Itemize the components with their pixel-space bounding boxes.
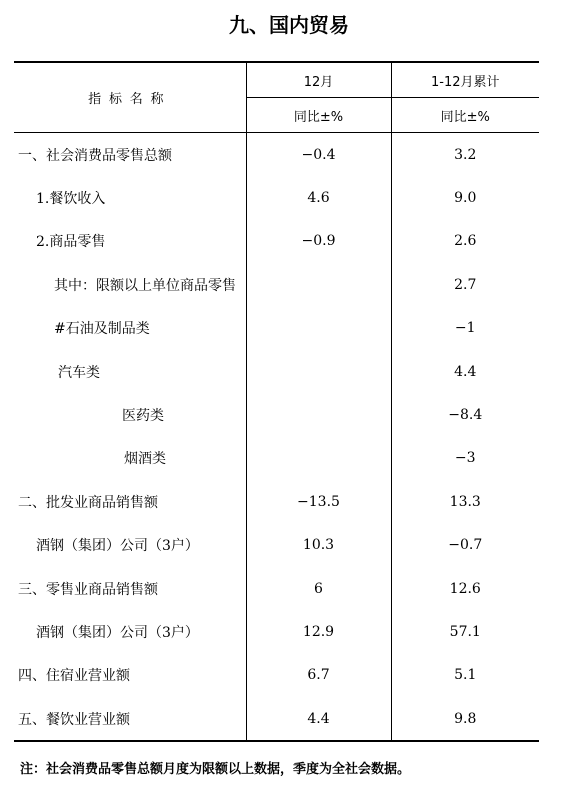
table-row	[14, 307, 539, 350]
row-value-december: −0.9	[246, 220, 391, 263]
row-label: 二、批发业商品销售额	[18, 494, 158, 511]
row-value-december	[246, 437, 391, 480]
header-indicator-name: 指标名称	[14, 62, 246, 133]
table-row	[14, 176, 539, 219]
row-value-december	[246, 350, 391, 393]
header-yoy-december: 同比±%	[246, 98, 391, 133]
row-value-cumulative: 3.2	[391, 133, 539, 177]
row-label: 酒钢（集团）公司（3户）	[36, 624, 199, 641]
table-row	[14, 133, 539, 177]
page-title: 九、国内贸易	[229, 13, 349, 37]
row-value-cumulative: 2.7	[391, 263, 539, 306]
row-label: 1.餐饮收入	[36, 191, 106, 208]
row-value-cumulative: −3	[391, 437, 539, 480]
table-row	[14, 263, 539, 306]
row-value-cumulative: 9.8	[391, 697, 539, 741]
row-label: 2.商品零售	[36, 234, 106, 251]
row-value-cumulative: 9.0	[391, 176, 539, 219]
row-value-december: 6	[246, 567, 391, 610]
row-value-cumulative: −1	[391, 307, 539, 350]
row-value-december: −0.4	[246, 133, 391, 177]
row-value-december: 4.6	[246, 176, 391, 219]
row-label: 五、餐饮业营业额	[14, 697, 246, 741]
row-value-cumulative: −8.4	[391, 393, 539, 436]
table-row	[14, 697, 539, 741]
row-value-cumulative: 57.1	[391, 610, 539, 653]
table-row	[14, 393, 539, 436]
table-row	[14, 350, 539, 393]
row-label: 汽车类	[58, 364, 100, 381]
header-jan-dec-cumulative: 1-12月累计	[391, 62, 539, 98]
table-row	[14, 654, 539, 697]
row-value-cumulative: 4.4	[391, 350, 539, 393]
row-value-december	[246, 393, 391, 436]
row-value-december	[246, 263, 391, 306]
row-value-december	[246, 307, 391, 350]
row-label: 烟酒类	[124, 451, 166, 468]
row-value-december: 10.3	[246, 524, 391, 567]
table-row	[14, 567, 539, 610]
row-label: #石油及制品类	[54, 321, 150, 338]
table-row	[14, 610, 539, 653]
footnote: 注：社会消费品零售总额月度为限额以上数据，季度为全社会数据。	[20, 762, 411, 777]
table-row	[14, 437, 539, 480]
row-value-december: 4.4	[246, 697, 391, 741]
table-row	[14, 480, 539, 523]
table-row	[14, 220, 539, 263]
row-label: 医药类	[122, 408, 164, 425]
trade-table	[14, 61, 539, 742]
header-december: 12月	[246, 62, 391, 98]
row-label: 四、住宿业营业额	[18, 668, 130, 685]
row-value-december: −13.5	[246, 480, 391, 523]
row-value-december: 6.7	[246, 654, 391, 697]
row-label: 其中：限额以上单位商品零售	[54, 277, 236, 294]
row-label: 酒钢（集团）公司（3户）	[36, 538, 199, 555]
row-label: 一、社会消费品零售总额	[18, 147, 172, 164]
row-value-december: 12.9	[246, 610, 391, 653]
row-label: 三、零售业商品销售额	[18, 581, 158, 598]
row-value-cumulative: 5.1	[391, 654, 539, 697]
row-value-cumulative: 13.3	[391, 480, 539, 523]
table-row	[14, 524, 539, 567]
header-yoy-cumulative: 同比±%	[391, 98, 539, 133]
row-value-cumulative: −0.7	[391, 524, 539, 567]
row-value-cumulative: 12.6	[391, 567, 539, 610]
row-value-cumulative: 2.6	[391, 220, 539, 263]
